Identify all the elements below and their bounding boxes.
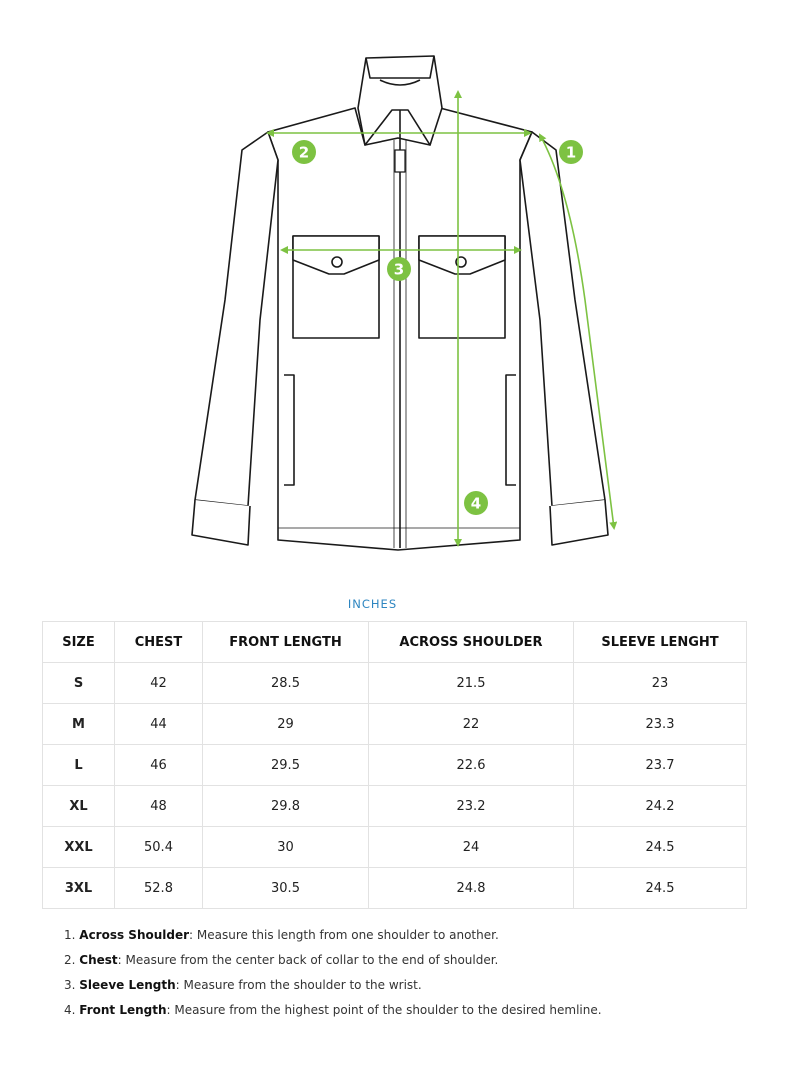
measurement-cell: 46 (115, 745, 203, 786)
table-row (43, 786, 747, 827)
measurement-cell: 24.5 (574, 868, 747, 909)
table-row (43, 868, 747, 909)
note-item (64, 1001, 602, 1026)
units-label: INCHES (347, 597, 398, 611)
measurement-cell: 22.6 (369, 745, 574, 786)
marker-badge-4 (464, 491, 488, 515)
svg-text:4: 4 (470, 494, 482, 513)
note-number: 1. (64, 928, 76, 942)
measurement-cell: 44 (115, 704, 203, 745)
svg-text:1: 1 (565, 143, 577, 162)
size-cell: L (43, 745, 115, 786)
table-row (43, 827, 747, 868)
note-term: Front Length (79, 1003, 167, 1017)
note-term: Sleeve Length (79, 978, 176, 992)
column-header: ACROSS SHOULDER (369, 622, 574, 663)
measurement-cell: 29.8 (203, 786, 369, 827)
column-header: SLEEVE LENGHT (574, 622, 747, 663)
size-chart-table (42, 621, 747, 909)
measurement-cell: 23.2 (369, 786, 574, 827)
marker-badge-2 (292, 140, 316, 164)
svg-text:3: 3 (393, 260, 405, 279)
measurement-cell: 52.8 (115, 868, 203, 909)
size-cell: M (43, 704, 115, 745)
note-item (64, 926, 602, 951)
note-number: 4. (64, 1003, 76, 1017)
measurement-cell: 29 (203, 704, 369, 745)
measurement-cell: 30 (203, 827, 369, 868)
note-item (64, 976, 602, 1001)
note-text: : Measure this length from one shoulder to another. (189, 928, 499, 942)
measurement-cell: 48 (115, 786, 203, 827)
note-text: : Measure from the highest point of the shoulder to the desired hemline. (166, 1003, 602, 1017)
note-text: : Measure from the shoulder to the wrist. (175, 978, 422, 992)
measurement-cell: 23.7 (574, 745, 747, 786)
measurement-cell: 21.5 (369, 663, 574, 704)
jacket-outline (192, 56, 608, 550)
measurement-cell: 23.3 (574, 704, 747, 745)
measurement-cell: 28.5 (203, 663, 369, 704)
size-cell: XXL (43, 827, 115, 868)
measurement-cell: 50.4 (115, 827, 203, 868)
note-number: 3. (64, 978, 76, 992)
measurement-cell: 22 (369, 704, 574, 745)
note-item (64, 951, 602, 976)
note-text: : Measure from the center back of collar to the end of shoulder. (117, 953, 499, 967)
table-body (43, 663, 747, 909)
table-row (43, 663, 747, 704)
measurement-cell: 24.5 (574, 827, 747, 868)
size-cell: XL (43, 786, 115, 827)
measurement-notes (64, 926, 602, 1026)
measurement-cell: 24.8 (369, 868, 574, 909)
note-number: 2. (64, 953, 76, 967)
measurement-cell: 24.2 (574, 786, 747, 827)
marker-badge-3 (387, 257, 411, 281)
table-header-row (43, 622, 747, 663)
marker-badge-1 (559, 140, 583, 164)
size-cell: S (43, 663, 115, 704)
measurement-cell: 29.5 (203, 745, 369, 786)
table-row (43, 745, 747, 786)
note-term: Across Shoulder (79, 928, 190, 942)
column-header: FRONT LENGTH (203, 622, 369, 663)
column-header: SIZE (43, 622, 115, 663)
note-term: Chest (79, 953, 118, 967)
measurement-cell: 23 (574, 663, 747, 704)
svg-text:2: 2 (298, 143, 310, 162)
measurement-cell: 42 (115, 663, 203, 704)
column-header: CHEST (115, 622, 203, 663)
measurement-cell: 30.5 (203, 868, 369, 909)
size-cell: 3XL (43, 868, 115, 909)
table-row (43, 704, 747, 745)
measurement-cell: 24 (369, 827, 574, 868)
